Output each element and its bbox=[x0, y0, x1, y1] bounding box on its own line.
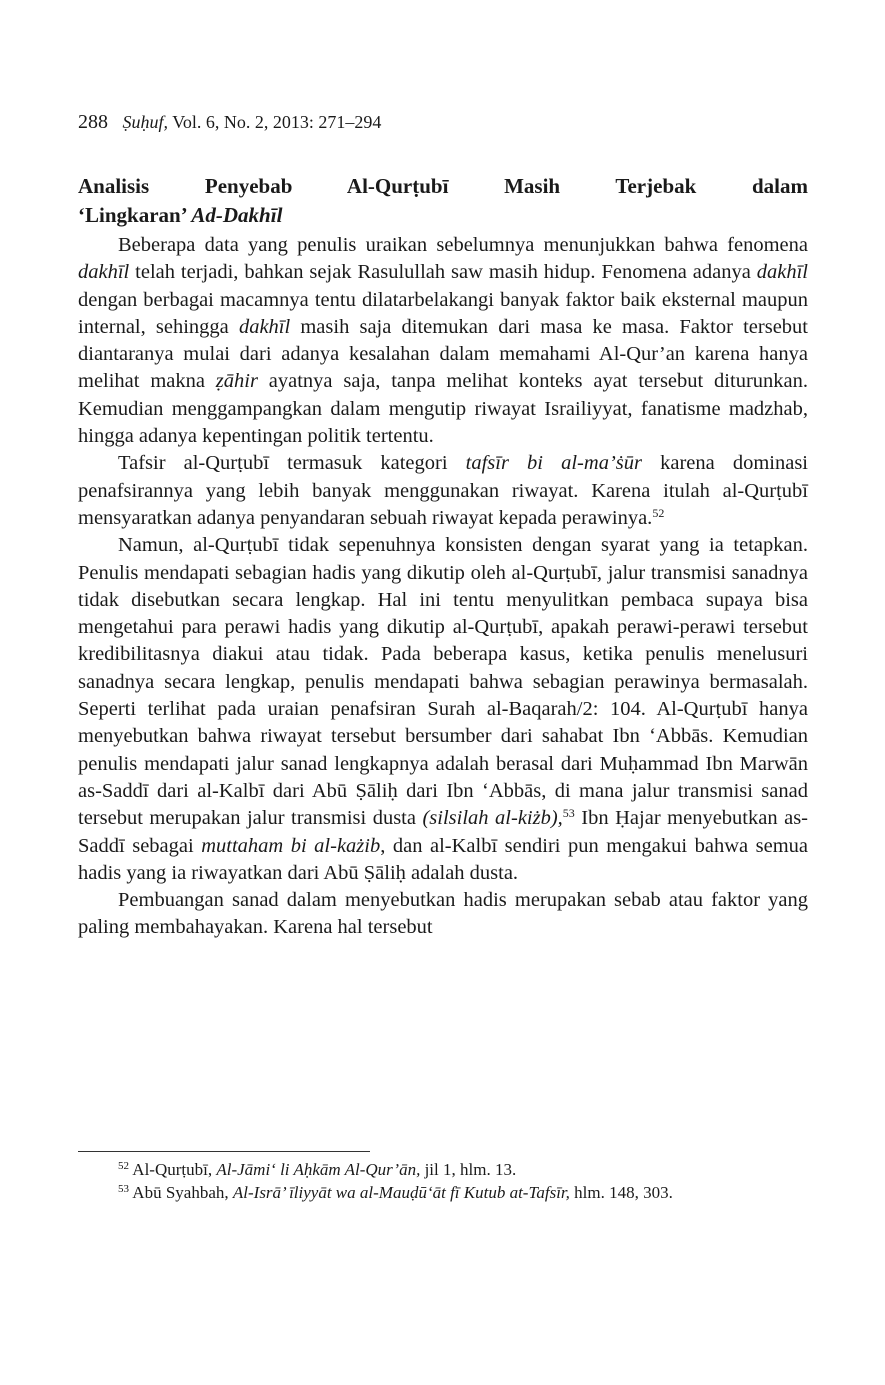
text-run: karena dominasi penafsirannya yang lebih banyak menggunakan riwayat. Karena itulah al-Qurṭubī mensyaratkan adanya penyandaran sebuah riwayat kepada perawinya. bbox=[78, 452, 808, 529]
text-run: telah terjadi, bahkan sejak Rasulullah saw masih hidup. Fenomena adanya bbox=[129, 261, 757, 284]
text-run: masih saja ditemukan dari masa ke masa. Faktor tersebut diantaranya mulai dari adanya kesalahan dalam memahami Al-Qur’an karena hanya melihat makna bbox=[78, 315, 808, 393]
text-run: Tafsir al-Qurṭubī termasuk kategori bbox=[118, 452, 466, 475]
text-run: , dan al-Kalbī sendiri pun mengakui bahwa semua hadis yang ia riwayatkan dari Abū Ṣāliḥ adalah dusta. bbox=[78, 834, 808, 884]
italic-term: dakhīl bbox=[78, 261, 130, 284]
section-heading-line2 bbox=[78, 201, 808, 230]
text-run: hlm. 148, 303. bbox=[569, 1183, 673, 1202]
journal-title: Ṣuḥuf, bbox=[122, 112, 169, 132]
italic-term: dakhīl bbox=[756, 261, 808, 284]
volume-info: Vol. 6, No. 2, 2013: 271–294 bbox=[172, 112, 382, 132]
text-run: dengan berbagai macamnya tentu dilatarbelakangi banyak faktor baik eksternal maupun internal, sehingga bbox=[78, 288, 808, 338]
section-heading-line1: Analisis Penyebab Al-Qurṭubī Masih Terjebak dalam bbox=[78, 174, 808, 198]
running-head bbox=[78, 110, 381, 134]
italic-term: Al-Jāmi‘ li Aḥkām Al-Qur’ān, bbox=[216, 1160, 421, 1179]
italic-term: (silsilah al-kiżb), bbox=[422, 807, 563, 830]
page-number: 288 bbox=[78, 111, 108, 133]
footnote-divider bbox=[78, 1151, 370, 1152]
footnotes bbox=[78, 1158, 808, 1204]
paragraph-2 bbox=[78, 450, 808, 532]
text-run: Ibn Ḥajar menyebutkan as-Saddī sebagai bbox=[78, 807, 808, 857]
section-heading-quote: ‘Lingkaran’ bbox=[78, 203, 192, 227]
text-run: Namun, al-Qurṭubī tidak sepenuhnya konsisten dengan syarat yang ia tetapkan. Penulis mendapati sebagian hadis yang dikutip oleh al-Qurṭubī, jalur transmisi sanadnya tidak disebutkan secara lengkap. Hal ini tentu menyulitkan pembaca supaya bisa mengetahui para perawi hadis yang dikutip al-Qurṭubī, apakah perawi-perawi tersebut kredibilitasnya diakui atau tidak. Pada beberapa kasus, ketika penulis menelusuri sanadnya secara lengkap, penulis mendapati bahwa sebagian perawinya bermasalah. Seperti terlihat pada uraian penafsiran Surah al-Baqarah/2: 104. Al-Qurṭubī hanya menyebutkan bahwa riwayat tersebut bersumber dari sahabat Ibn ‘Abbās. Kemudian penulis mendapati jalur sanad lengkapnya adalah berasal dari Muḥammad Ibn Marwān as-Saddī dari al-Kalbī dari Abū Ṣāliḥ dari Ibn ‘Abbās, di mana jalur transmisi sanad tersebut merupakan jalur transmisi dusta bbox=[78, 534, 808, 830]
italic-term: Al-Isrā’ īliyyāt wa al-Mauḍū‘āt fī Kutub at-Tafsīr, bbox=[232, 1183, 570, 1202]
text-run: ayatnya saja, tanpa melihat konteks ayat tersebut diturunkan. Kemudian menggampangkan dalam mengutip riwayat Israiliyyat, fanatisme madzhab, hingga adanya kepentingan politik tertentu. bbox=[78, 370, 808, 448]
text-run: Beberapa data yang penulis uraikan sebelumnya menunjukkan bahwa fenomena bbox=[118, 234, 808, 256]
paragraph-4 bbox=[78, 887, 808, 942]
footnote-53 bbox=[78, 1181, 808, 1204]
footnote-ref[interactable]: 53 bbox=[562, 806, 575, 821]
paragraph-3 bbox=[78, 532, 808, 887]
text-run: Al-Qurṭubī, bbox=[129, 1160, 217, 1179]
footnote-number: 52 bbox=[118, 1160, 129, 1172]
text-run: Abū Syahbah, bbox=[129, 1183, 233, 1202]
text-run: Pembuangan sanad dalam menyebutkan hadis merupakan sebab atau faktor yang paling membahayakan. Karena hal tersebut bbox=[78, 889, 808, 939]
italic-term: dakhīl bbox=[238, 315, 291, 338]
footnote-52 bbox=[78, 1158, 808, 1181]
italic-term: muttaham bi al-każib bbox=[201, 834, 381, 857]
paragraph-1 bbox=[78, 232, 808, 450]
body-text bbox=[78, 232, 808, 942]
italic-term: ẓāhir bbox=[215, 370, 258, 393]
section-heading-term: Ad-Dakhīl bbox=[191, 203, 283, 227]
text-run: jil 1, hlm. 13. bbox=[420, 1160, 517, 1179]
italic-term: tafsīr bi al-ma’ṡūr bbox=[465, 452, 642, 475]
footnote-ref[interactable]: 52 bbox=[652, 505, 665, 520]
footnote-number: 53 bbox=[118, 1183, 129, 1195]
section-heading bbox=[78, 172, 808, 230]
